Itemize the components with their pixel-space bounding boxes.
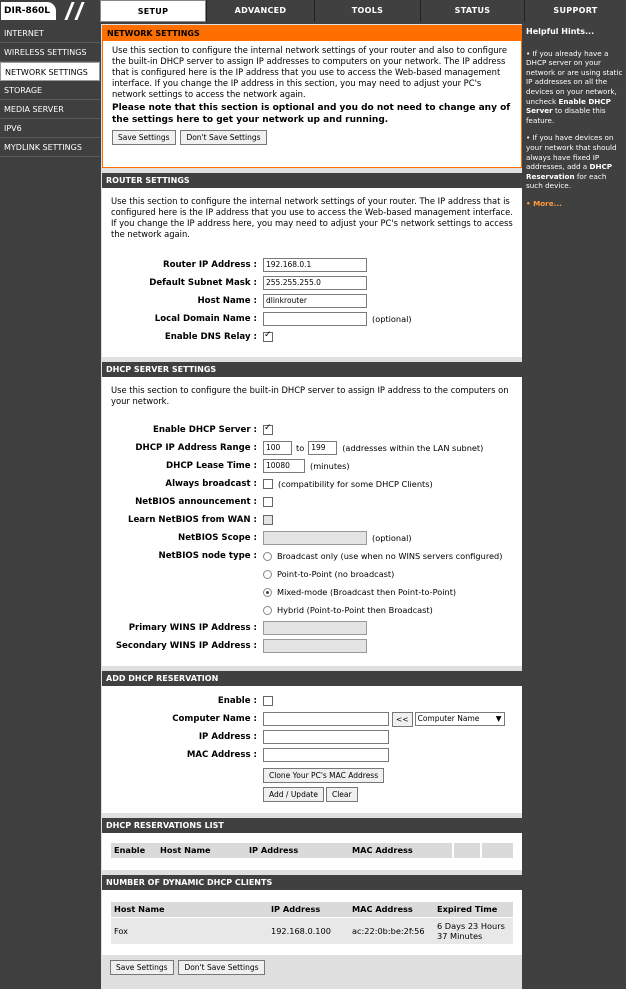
netbios-wan-checkbox[interactable]	[263, 515, 273, 525]
radio-label: Point-to-Point (no broadcast)	[277, 569, 395, 579]
dont-save-settings-button[interactable]: Don't Save Settings	[178, 960, 264, 975]
tab-setup[interactable]: SETUP	[100, 0, 206, 22]
logo-slash-icon	[64, 2, 74, 20]
field-label: Computer Name :	[172, 714, 257, 724]
netbios-wan-row	[102, 512, 522, 528]
node-option-row	[102, 584, 522, 600]
column-header: Expired Time	[437, 904, 498, 914]
node-option-row	[102, 566, 522, 582]
router-ip-row	[102, 257, 522, 273]
reservation-ip-row	[102, 729, 522, 745]
save-settings-button[interactable]: Save Settings	[112, 130, 176, 145]
hint-text: • If you have devices on your network that should always have fixed IP addresses, add a	[526, 133, 617, 172]
radio-label: Hybrid (Point-to-Point then Broadcast)	[277, 605, 433, 615]
subnet-mask-input[interactable]: 255.255.255.0	[263, 276, 367, 290]
sidebar-item-ipv6[interactable]: IPV6	[0, 119, 100, 138]
field-label: Enable :	[217, 696, 257, 706]
hint-paragraph	[526, 133, 624, 191]
field-label: Secondary WINS IP Address :	[115, 641, 257, 651]
field-label: Host Name :	[197, 296, 257, 306]
reservation-ip-input[interactable]	[263, 730, 389, 744]
node-mixed-radio[interactable]	[263, 588, 272, 597]
broadcast-hint: (compatibility for some DHCP Clients)	[278, 479, 433, 489]
sidebar-item-network-settings[interactable]: NETWORK SETTINGS	[0, 62, 100, 81]
always-broadcast-row	[102, 476, 522, 492]
sidebar	[0, 24, 100, 157]
footer-actions	[102, 960, 522, 975]
local-domain-row	[102, 311, 522, 327]
optional-hint: (optional)	[372, 314, 412, 324]
hint-text: to disable this feature.	[526, 106, 606, 125]
tab-support[interactable]: SUPPORT	[524, 0, 626, 22]
client-mac: ac:22:0b:be:2f:56	[352, 926, 425, 936]
column-header: IP Address	[271, 904, 321, 914]
model-name: DIR-860L	[1, 2, 56, 20]
field-label: IP Address :	[198, 732, 257, 742]
dont-save-settings-button[interactable]: Don't Save Settings	[180, 130, 266, 145]
client-expired-time: 6 Days 23 Hours 37 Minutes	[437, 921, 505, 941]
sidebar-item-media-server[interactable]: MEDIA SERVER	[0, 100, 100, 119]
router-settings-section	[102, 173, 522, 357]
column-header: Host Name	[114, 904, 165, 914]
dhcp-server-section	[102, 362, 522, 666]
dynamic-clients-section	[102, 875, 522, 955]
netbios-node-type-row	[102, 548, 522, 564]
field-label: NetBIOS Scope :	[178, 533, 257, 543]
host-name-input[interactable]: dlinkrouter	[263, 294, 367, 308]
hint-text-bold: Enable DHCP Server	[526, 96, 611, 116]
node-p2p-radio[interactable]	[263, 570, 272, 579]
field-label: NetBIOS announcement :	[135, 497, 257, 507]
field-label: Learn NetBIOS from WAN :	[127, 515, 257, 525]
computer-name-row	[102, 711, 522, 727]
helpful-hints-panel	[524, 24, 626, 989]
subnet-mask-row	[102, 275, 522, 291]
clients-table-header	[111, 902, 513, 917]
clone-mac-button[interactable]: Clone Your PC's MAC Address	[263, 768, 384, 783]
field-label: Router IP Address :	[163, 260, 257, 270]
field-label: Primary WINS IP Address :	[128, 623, 257, 633]
enable-dhcp-row	[102, 422, 522, 438]
table-row	[111, 918, 513, 944]
host-name-row	[102, 293, 522, 309]
tab-advanced[interactable]: ADVANCED	[206, 0, 314, 22]
column-header: IP Address	[249, 845, 299, 855]
add-update-button[interactable]: Add / Update	[263, 787, 324, 802]
column-header: Host Name	[160, 845, 211, 855]
netbios-announcement-row	[102, 494, 522, 510]
add-reservation-section	[102, 671, 522, 813]
lease-time-input[interactable]: 10080	[263, 459, 305, 473]
netbios-announcement-checkbox[interactable]	[263, 497, 273, 507]
tab-tools[interactable]: TOOLS	[314, 0, 420, 22]
sidebar-item-mydlink-settings[interactable]: MYDLINK SETTINGS	[0, 138, 100, 157]
lease-time-row	[102, 458, 522, 474]
dhcp-range-end-input[interactable]: 199	[308, 441, 337, 455]
field-label: Enable DHCP Server :	[153, 425, 257, 435]
field-label: Local Domain Name :	[154, 314, 257, 324]
reservation-enable-checkbox[interactable]	[263, 696, 273, 706]
dns-relay-checkbox[interactable]	[263, 332, 273, 342]
router-ip-input[interactable]: 192.168.0.1	[263, 258, 367, 272]
network-settings-section	[102, 25, 522, 168]
primary-wins-input[interactable]	[263, 621, 367, 635]
netbios-scope-row	[102, 530, 522, 546]
column-header: MAC Address	[352, 904, 413, 914]
reservations-table-header	[111, 843, 513, 858]
primary-wins-row	[102, 620, 522, 636]
sidebar-item-internet[interactable]: INTERNET	[0, 24, 100, 43]
section-description: Use this section to configure the internal network settings of your router. The IP address that is configured here is the IP address that you use to access the Web-based management interface. If you change the IP address here, you may need to adjust your PC's network settings to access the network again.	[111, 196, 513, 239]
field-label: Enable DNS Relay :	[164, 332, 257, 342]
optional-hint: (optional)	[372, 533, 412, 543]
secondary-wins-row	[102, 638, 522, 654]
dhcp-range-row	[102, 440, 522, 456]
sidebar-item-storage[interactable]: STORAGE	[0, 81, 100, 100]
more-link[interactable]: • More...	[526, 198, 562, 208]
radio-label: Broadcast only (use when no WINS servers configured)	[277, 551, 503, 561]
sidebar-item-wireless-settings[interactable]: WIRELESS SETTINGS	[0, 43, 100, 62]
field-label: DHCP IP Address Range :	[135, 443, 257, 453]
computer-name-select[interactable]	[415, 712, 505, 726]
reservation-actions-row	[102, 786, 522, 802]
section-title: DHCP SERVER SETTINGS	[102, 362, 522, 377]
field-label: DHCP Lease Time :	[166, 461, 257, 471]
hint-paragraph	[526, 49, 624, 126]
logo-slash-icon	[74, 2, 84, 20]
always-broadcast-checkbox[interactable]	[263, 479, 273, 489]
clone-mac-row	[102, 767, 522, 783]
field-label: Default Subnet Mask :	[149, 278, 257, 288]
column-header-blank	[452, 843, 480, 858]
field-label: NetBIOS node type :	[158, 551, 257, 561]
range-hint: (addresses within the LAN subnet)	[342, 443, 484, 453]
local-domain-input[interactable]	[263, 312, 367, 326]
hint-text-bold: DHCP Reservation	[526, 162, 613, 181]
range-to-label: to	[296, 443, 305, 453]
column-header: Enable	[114, 845, 146, 855]
dhcp-range-start-input[interactable]: 100	[263, 441, 292, 455]
netbios-scope-input[interactable]	[263, 531, 367, 545]
copy-computer-name-button[interactable]: <<	[392, 712, 413, 727]
radio-label: Mixed-mode (Broadcast then Point-to-Point)	[277, 587, 457, 597]
secondary-wins-input[interactable]	[263, 639, 367, 653]
save-settings-button[interactable]: Save Settings	[110, 960, 174, 975]
node-broadcast-radio[interactable]	[263, 552, 272, 561]
computer-name-input[interactable]	[263, 712, 389, 726]
hint-text: • If you already have a DHCP server on your network or are using static IP addresses on all the devices on your network, uncheck	[526, 48, 623, 106]
clear-button[interactable]: Clear	[326, 787, 358, 802]
dns-relay-row	[102, 329, 522, 345]
reservation-mac-row	[102, 747, 522, 763]
top-navigation-bar	[0, 0, 626, 22]
tab-status[interactable]: STATUS	[420, 0, 524, 22]
hint-text: for each such device.	[526, 171, 607, 191]
section-title: NUMBER OF DYNAMIC DHCP CLIENTS	[102, 875, 522, 890]
node-hybrid-radio[interactable]	[263, 606, 272, 615]
lease-unit: (minutes)	[310, 461, 350, 471]
main-content	[101, 24, 522, 989]
section-title: ADD DHCP RESERVATION	[102, 671, 522, 686]
node-option-row	[102, 602, 522, 618]
section-description: Use this section to configure the built-in DHCP server to assign IP address to the computers on your network.	[111, 385, 509, 406]
model-logo	[0, 0, 100, 22]
reservation-enable-row	[102, 693, 522, 709]
section-title: NETWORK SETTINGS	[103, 26, 521, 41]
column-header: MAC Address	[352, 845, 413, 855]
column-header-blank	[480, 843, 507, 858]
section-title: DHCP RESERVATIONS LIST	[102, 818, 522, 833]
enable-dhcp-checkbox[interactable]	[263, 425, 273, 435]
hints-title: Helpful Hints...	[526, 27, 595, 36]
field-label: MAC Address :	[186, 750, 257, 760]
client-host: Fox	[114, 926, 129, 936]
chevron-down-icon: ▼	[495, 714, 502, 723]
select-value: Computer Name	[417, 714, 480, 723]
optional-note: Please note that this section is optional and you do not need to change any of the settings here to get your network up and running.	[112, 103, 511, 125]
client-ip: 192.168.0.100	[271, 926, 331, 936]
section-title: ROUTER SETTINGS	[102, 173, 522, 188]
reservation-mac-input[interactable]	[263, 748, 389, 762]
reservations-list-section	[102, 818, 522, 870]
field-label: Always broadcast :	[165, 479, 257, 489]
section-description: Use this section to configure the internal network settings of your router and also to configure the built-in DHCP server to assign IP addresses to computers on your network. The IP address that is configured here is the IP address that you use to access the Web-based management interface. If you change the IP address in this section, you may need to adjust your PC's network settings to access the network again.	[112, 45, 507, 99]
